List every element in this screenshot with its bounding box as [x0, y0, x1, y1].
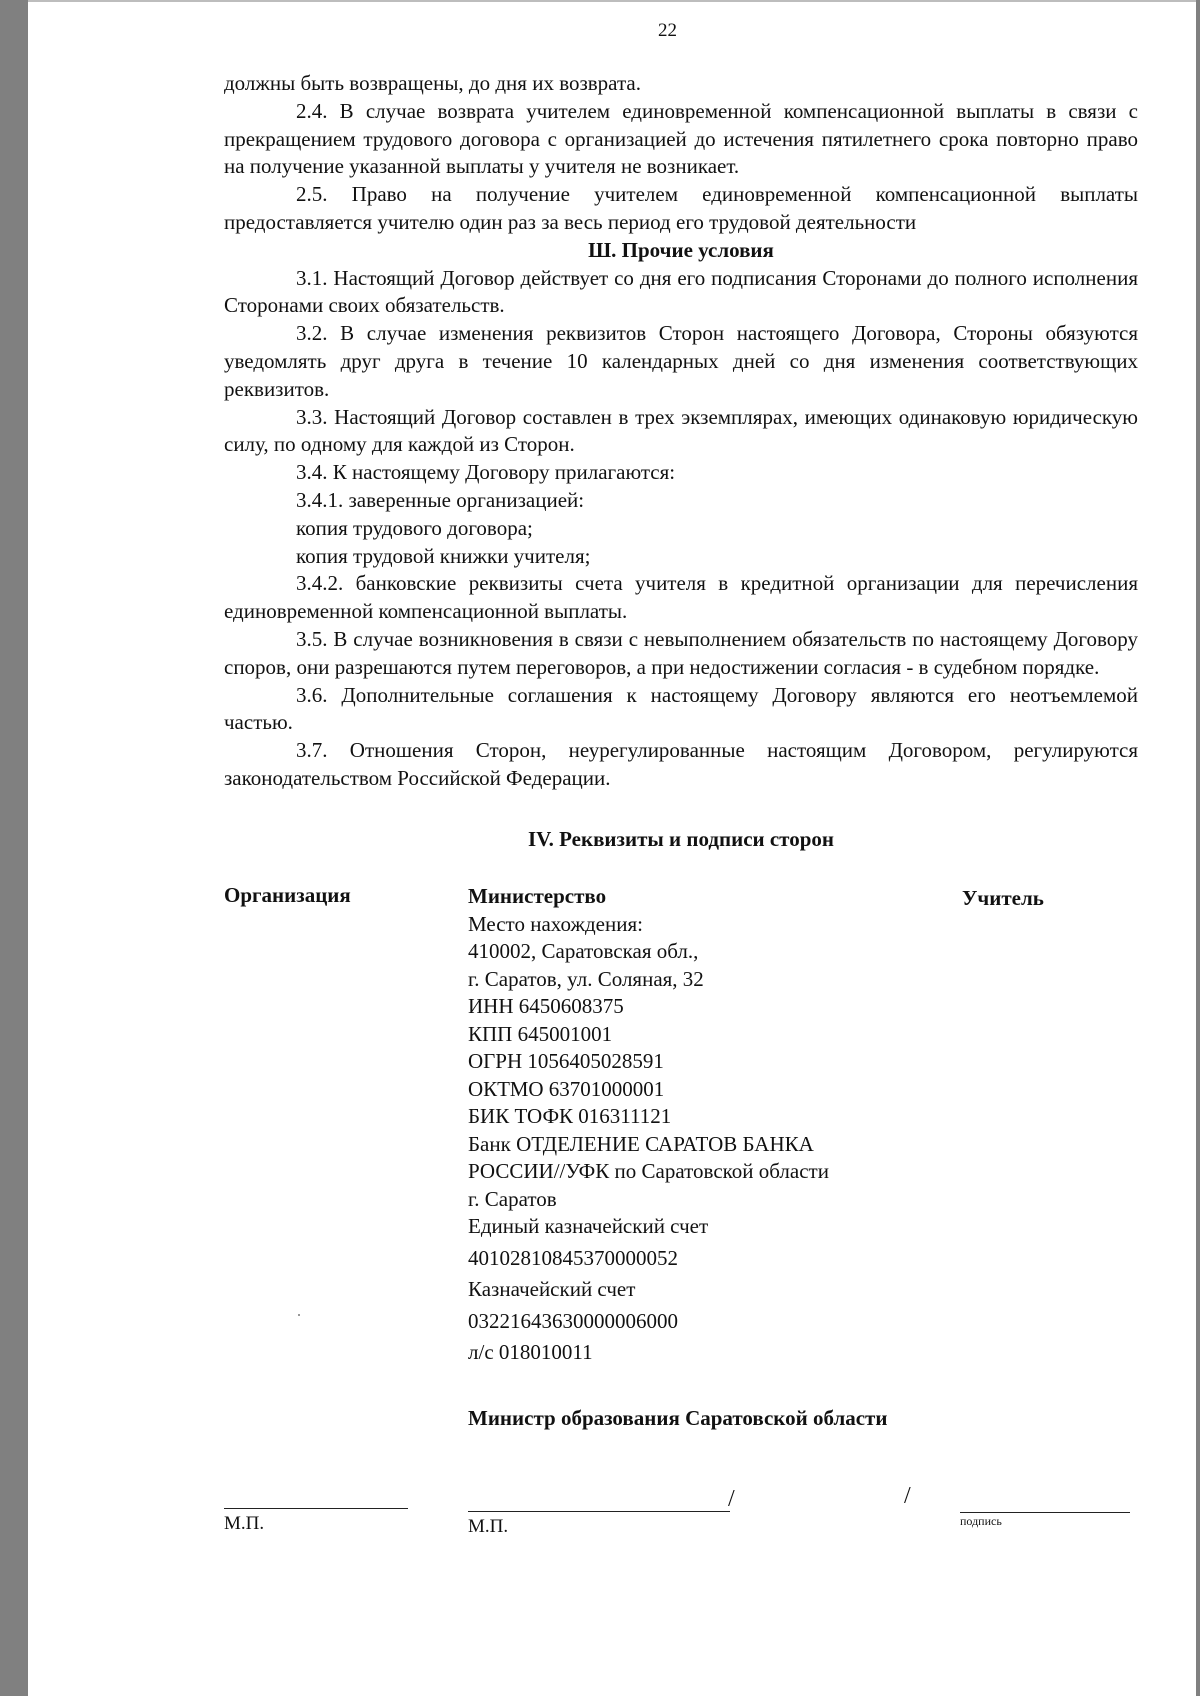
requisite-line: Казначейский счет [468, 1277, 636, 1301]
paragraph: копия трудовой книжки учителя; [296, 543, 591, 568]
document-page [28, 0, 1196, 1696]
paragraph: 2.4. В случае возврата учителем единовременной компенсационной выплаты в связи с прекращением трудового договора с организацией до истечения пятилетнего срока повторно право на получение указанной выплаты у учителя не возникает. [224, 98, 1138, 179]
paragraph: 3.6. Дополнительные соглашения к настоящему Договору являются его неотъемлемой частью. [224, 682, 1138, 735]
signature-slash-ministry: / [728, 1486, 735, 1512]
stamp-place-organization: М.П. [224, 1513, 265, 1534]
paragraph: 3.4.1. заверенные организацией: [296, 487, 585, 512]
stamp-place-ministry: М.П. [468, 1516, 509, 1537]
requisite-line: л/с 018010011 [468, 1340, 593, 1364]
paragraph: 3.5. В случае возникновения в связи с невыполнением обязательств по настоящему Договору споров, они разрешаются путем переговоров, а при недостижении согласия - в судебном порядке. [224, 626, 1138, 679]
requisite-line: ИНН 6450608375 [468, 994, 624, 1018]
paragraph: копия трудового договора; [296, 515, 533, 540]
paragraph: должны быть возвращены, до дня их возврата. [224, 71, 641, 95]
party-ministry-label: Министерство [468, 884, 607, 908]
signatory-title: Министр образования Саратовской области [468, 1406, 888, 1430]
requisite-line: г. Саратов [468, 1186, 557, 1211]
requisite-line: ОГРН 1056405028591 [468, 1049, 664, 1073]
signature-caption: подпись [960, 1514, 1002, 1528]
requisite-line: Банк ОТДЕЛЕНИЕ САРАТОВ БАНКА [468, 1131, 814, 1156]
signature-line-ministry [468, 1511, 730, 1512]
paragraph: 2.5. Право на получение учителем единовременной компенсационной выплаты предоставляется учителю один раз за весь период его трудовой деятельности [224, 182, 1138, 234]
section-4-heading: IV. Реквизиты и подписи сторон [527, 827, 835, 851]
requisite-line: Место нахождения: [468, 911, 643, 936]
requisite-line: 410002, Саратовская обл., [468, 939, 699, 963]
requisite-line: КПП 645001001 [468, 1021, 613, 1046]
paragraph: 3.2. В случае изменения реквизитов Сторон настоящего Договора, Стороны обязуются уведомлять друг друга в течение 10 календарных дней со дня изменения соответствующих реквизитов. [224, 321, 1138, 401]
section-3-heading: Ш. Прочие условия [588, 237, 774, 262]
requisite-line: 03221643630000006000 [468, 1308, 678, 1333]
signature-line-teacher [960, 1512, 1130, 1513]
scan-speck [298, 1314, 300, 1316]
requisite-line: ОКТМО 63701000001 [468, 1076, 665, 1101]
requisite-line: РОССИИ//УФК по Саратовской области [468, 1159, 829, 1183]
paragraph: 3.4. К настоящему Договору прилагаются: [296, 460, 676, 485]
party-teacher-label: Учитель [962, 886, 1044, 910]
paragraph: 3.4.2. банковские реквизиты счета учителя в кредитной организации для перечисления единовременной компенсационной выплаты. [224, 571, 1138, 624]
paragraph: 3.1. Настоящий Договор действует со дня его подписания Сторонами до полного исполнения Сторонами своих обязательств. [224, 265, 1138, 318]
signature-line-organization [224, 1508, 408, 1509]
party-organization-label: Организация [224, 883, 351, 907]
signature-slash-teacher: / [904, 1483, 911, 1509]
ministry-requisites [468, 883, 829, 1367]
requisite-line: г. Саратов, ул. Соляная, 32 [468, 966, 704, 991]
paragraph: 3.7. Отношения Сторон, неурегулированные настоящим Договором, регулируются законодательством Российской Федерации. [224, 738, 1138, 790]
paragraph: 3.3. Настоящий Договор составлен в трех экземплярах, имеющих одинаковую юридическую силу, по одному для каждой из Сторон. [224, 404, 1138, 457]
page-number: 22 [658, 20, 677, 41]
requisite-line: 40102810845370000052 [468, 1245, 678, 1270]
contract-body [224, 70, 1138, 793]
requisite-line: БИК ТОФК 016311121 [468, 1104, 672, 1128]
requisite-line: Единый казначейский счет [468, 1214, 709, 1238]
